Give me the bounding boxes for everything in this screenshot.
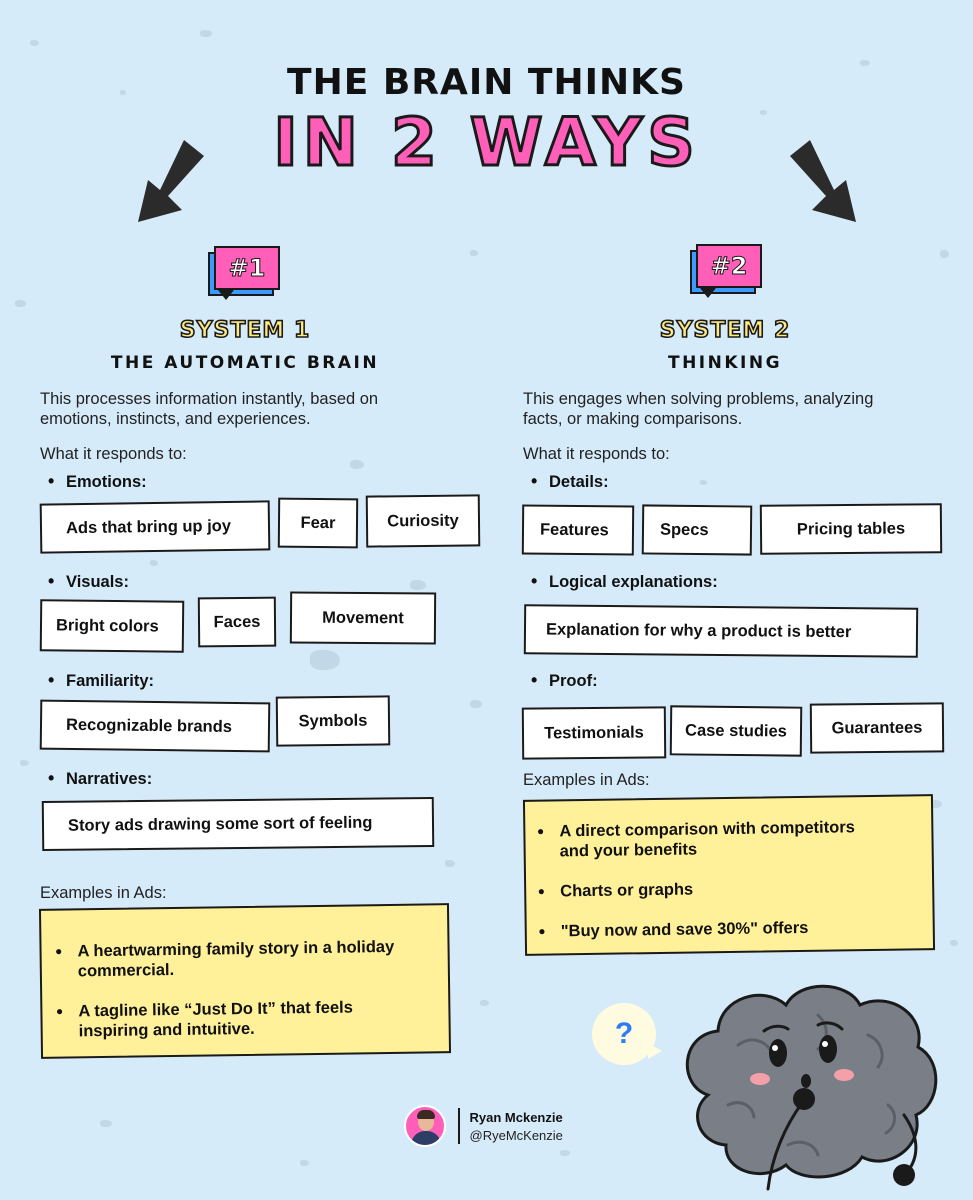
system2-examples-box — [523, 794, 935, 956]
system2-example-item — [560, 876, 920, 901]
title-line-1: THE BRAIN THINKS — [287, 62, 686, 103]
title-line-2: IN 2 WAYS — [273, 104, 700, 181]
author-block — [404, 1105, 563, 1147]
system2-description-line: This engages when solving problems, analyzing — [523, 390, 874, 408]
arrow-down-left-icon — [134, 138, 214, 228]
system1-chip: Faces — [198, 597, 276, 648]
system2-description — [523, 389, 953, 429]
system1-label: SYSTEM 1 — [179, 318, 311, 343]
system1-subtitle: THE AUTOMATIC BRAIN — [110, 353, 380, 373]
system2-badge — [690, 244, 766, 302]
example-line: and your benefits — [559, 840, 698, 861]
system1-examples-label: Examples in Ads: — [40, 884, 167, 902]
example-line: • Charts or graphs — [560, 880, 694, 901]
system1-chip: Fear — [278, 498, 358, 549]
system2-subtitle: THINKING — [667, 353, 783, 373]
system1-example-item — [78, 996, 439, 1041]
arrow-down-right-icon — [780, 138, 860, 228]
system1-examples-box — [39, 903, 451, 1059]
system1-badge-text: #1 — [214, 246, 280, 290]
system1-badge — [208, 246, 284, 304]
system2-example-item — [561, 916, 921, 941]
system1-group-title: • Familiarity: — [48, 670, 154, 691]
example-line: • A heartwarming family story in a holiday — [77, 937, 395, 961]
system1-chip: Story ads drawing some sort of feeling — [42, 797, 435, 851]
system1-description — [40, 389, 460, 429]
system2-label: SYSTEM 2 — [659, 318, 791, 343]
system2-chip: Guarantees — [810, 702, 944, 753]
system2-example-item — [559, 816, 920, 861]
system1-group-title: • Emotions: — [48, 471, 147, 492]
example-line: • "Buy now and save 30%" offers — [560, 918, 809, 941]
system1-group-title: • Visuals: — [48, 571, 129, 592]
system1-chip: Curiosity — [366, 494, 481, 547]
system1-example-item — [77, 936, 438, 981]
system1-description-line: emotions, instincts, and experiences. — [40, 410, 311, 428]
system2-chip: Explanation for why a product is better — [524, 604, 918, 657]
system2-chip: Features — [522, 505, 634, 556]
system2-chip: Pricing tables — [760, 503, 942, 555]
author-name: Ryan Mckenzie — [469, 1109, 563, 1125]
system1-description-line: This processes information instantly, based on — [40, 390, 379, 408]
system2-chip: Case studies — [670, 705, 803, 756]
question-bubble — [592, 1003, 656, 1065]
author-handle: @RyeMcKenzie — [469, 1127, 563, 1143]
question-mark-icon: ? — [614, 1017, 634, 1050]
system2-responds-label: What it responds to: — [523, 445, 670, 463]
system1-chip: Ads that bring up joy — [40, 500, 271, 553]
system1-chip: Bright colors — [40, 599, 185, 653]
system2-description-line: facts, or making comparisons. — [523, 410, 743, 428]
system1-chip: Movement — [290, 591, 436, 644]
system2-badge-text: #2 — [696, 244, 762, 288]
system2-examples-label: Examples in Ads: — [523, 771, 650, 789]
example-line: commercial. — [77, 960, 175, 981]
system1-chip: Recognizable brands — [40, 700, 271, 753]
example-line: • A direct comparison with competitors — [559, 818, 856, 841]
author-divider — [458, 1108, 460, 1144]
system1-responds-label: What it responds to: — [40, 445, 187, 463]
system2-group-title: • Logical explanations: — [531, 571, 718, 592]
system2-group-title: • Details: — [531, 471, 609, 492]
system1-chip: Symbols — [276, 695, 391, 746]
system2-group-title: • Proof: — [531, 670, 598, 691]
brain-mascot-icon — [668, 975, 948, 1200]
system1-group-title: • Narratives: — [48, 768, 152, 789]
system2-chip: Specs — [642, 504, 753, 555]
avatar — [404, 1105, 446, 1147]
example-line: • A tagline like “Just Do It” that feels — [78, 998, 353, 1021]
example-line: inspiring and intuitive. — [78, 1019, 255, 1041]
system2-chip: Testimonials — [522, 706, 666, 759]
